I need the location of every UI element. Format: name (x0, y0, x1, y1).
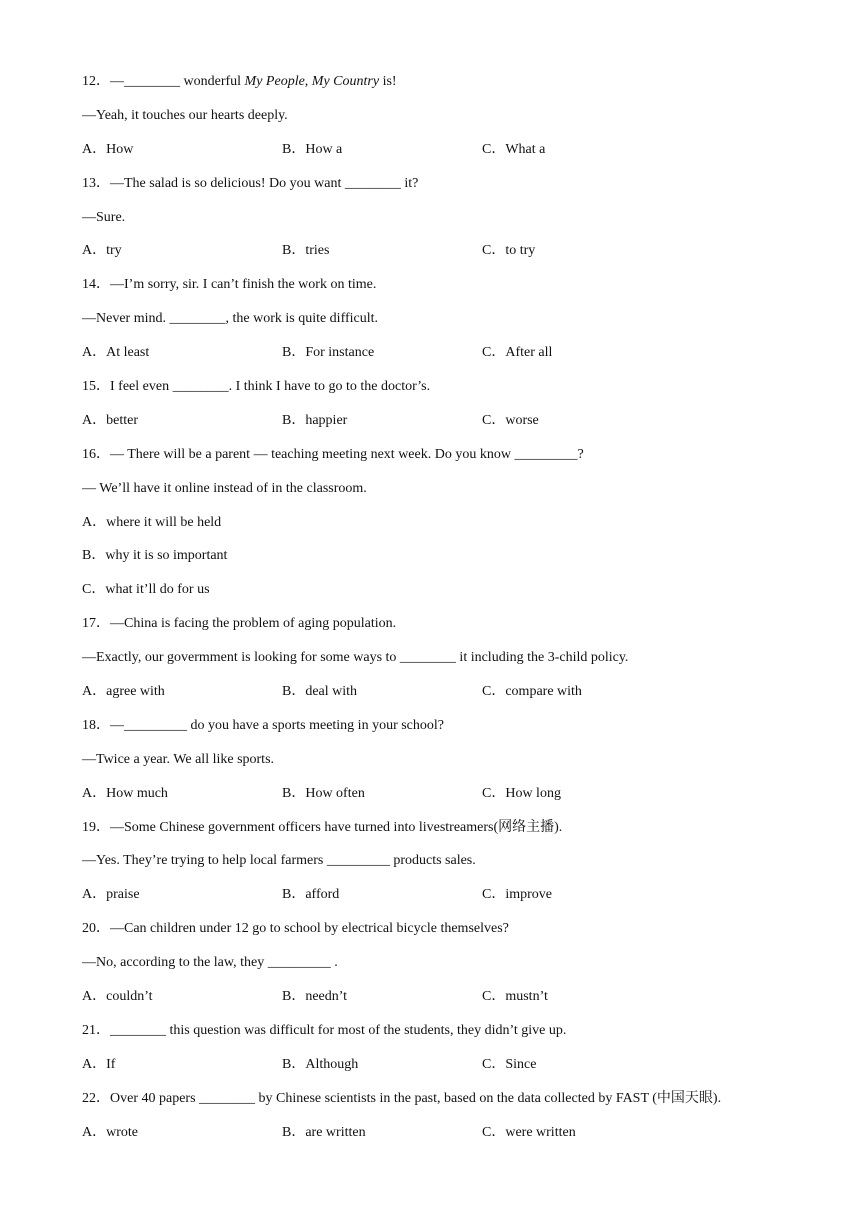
option-a[interactable]: A．At least (82, 345, 150, 361)
question-17-reply: —Exactly, our govermment is looking for some ways to ________ it including the 3-child policy. (82, 650, 629, 666)
option-b[interactable]: B．are written (282, 1124, 366, 1140)
option-a[interactable]: A．agree with (82, 684, 165, 700)
option-b[interactable]: B．tries (282, 243, 330, 259)
question-17-stem: 17．—China is facing the problem of aging population. (82, 616, 397, 632)
option-b[interactable]: B．happier (282, 412, 348, 428)
question-12-reply: —Yeah, it touches our hearts deeply. (82, 107, 288, 123)
question-21-options (82, 1056, 822, 1090)
option-b[interactable]: B．How often (282, 785, 365, 801)
option-a[interactable]: A．couldn’t (82, 989, 153, 1005)
option-a[interactable]: A．praise (82, 887, 140, 903)
question-19-options (82, 886, 822, 920)
question-12-options (82, 141, 822, 175)
question-18-reply: —Twice a year. We all like sports. (82, 751, 275, 767)
option-a[interactable]: A．How much (82, 785, 168, 801)
option-c[interactable]: C．to try (482, 243, 536, 259)
option-c[interactable]: C．what it’ll do for us (82, 582, 210, 598)
question-20-stem: 20．—Can children under 12 go to school by electrical bicycle themselves? (82, 921, 509, 937)
option-b[interactable]: B．afford (282, 887, 340, 903)
option-b[interactable]: B．Although (282, 1056, 359, 1072)
question-13-options (82, 242, 822, 276)
option-c[interactable]: C．What a (482, 141, 546, 157)
option-a[interactable]: A．try (82, 243, 122, 259)
question-21-stem: 21．________ this question was difficult for most of the students, they didn’t give up. (82, 1022, 567, 1038)
option-c[interactable]: C．worse (482, 412, 539, 428)
option-c[interactable]: C．compare with (482, 684, 582, 700)
option-a[interactable]: A．If (82, 1056, 116, 1072)
option-b[interactable]: B．needn’t (282, 989, 348, 1005)
question-22-options (82, 1124, 822, 1158)
film-title: My People, My Country (244, 74, 380, 89)
question-18-options (82, 785, 822, 819)
document-body (82, 73, 822, 1158)
question-20-options (82, 988, 822, 1022)
option-c[interactable]: C．After all (482, 345, 553, 361)
question-15-options (82, 412, 822, 446)
option-b[interactable]: B．why it is so important (82, 548, 228, 564)
option-b[interactable]: B．deal with (282, 684, 358, 700)
option-c[interactable]: C．mustn’t (482, 989, 548, 1005)
question-16-stem: 16．— There will be a parent — teaching meeting next week. Do you know _________? (82, 446, 584, 462)
option-a[interactable]: A．where it will be held (82, 514, 222, 530)
question-22-stem: 22．Over 40 papers ________ by Chinese scientists in the past, based on the data collected by FAST (中国天眼). (82, 1090, 722, 1106)
question-14-reply: —Never mind. ________, the work is quite difficult. (82, 311, 379, 327)
question-15-stem: 15．I feel even ________. I think I have to go to the doctor’s. (82, 379, 431, 395)
question-18-stem: 18．—_________ do you have a sports meeting in your school? (82, 717, 445, 733)
question-19-reply: —Yes. They’re trying to help local farmers _________ products sales. (82, 853, 476, 869)
option-a[interactable]: A．better (82, 412, 138, 428)
option-c[interactable]: C．were written (482, 1124, 576, 1140)
option-b[interactable]: B．How a (282, 141, 343, 157)
option-b[interactable]: B．For instance (282, 345, 375, 361)
question-14-stem: 14．—I’m sorry, sir. I can’t finish the work on time. (82, 277, 377, 293)
option-a[interactable]: A．wrote (82, 1124, 138, 1140)
question-13-stem: 13．—The salad is so delicious! Do you want ________ it? (82, 175, 419, 191)
question-17-options (82, 683, 822, 717)
option-c[interactable]: C．improve (482, 887, 552, 903)
question-19-stem: 19．—Some Chinese government officers have turned into livestreamers(网络主播). (82, 819, 563, 835)
question-12-stem: 12．—________ wonderful My People, My Country is! (82, 74, 397, 89)
option-a[interactable]: A．How (82, 141, 134, 157)
option-c[interactable]: C．How long (482, 785, 561, 801)
option-c[interactable]: C．Since (482, 1056, 537, 1072)
question-14-options (82, 344, 822, 378)
question-13-reply: —Sure. (82, 209, 126, 225)
question-20-reply: —No, according to the law, they _________ . (82, 955, 338, 971)
question-16-reply: — We’ll have it online instead of in the classroom. (82, 480, 367, 496)
